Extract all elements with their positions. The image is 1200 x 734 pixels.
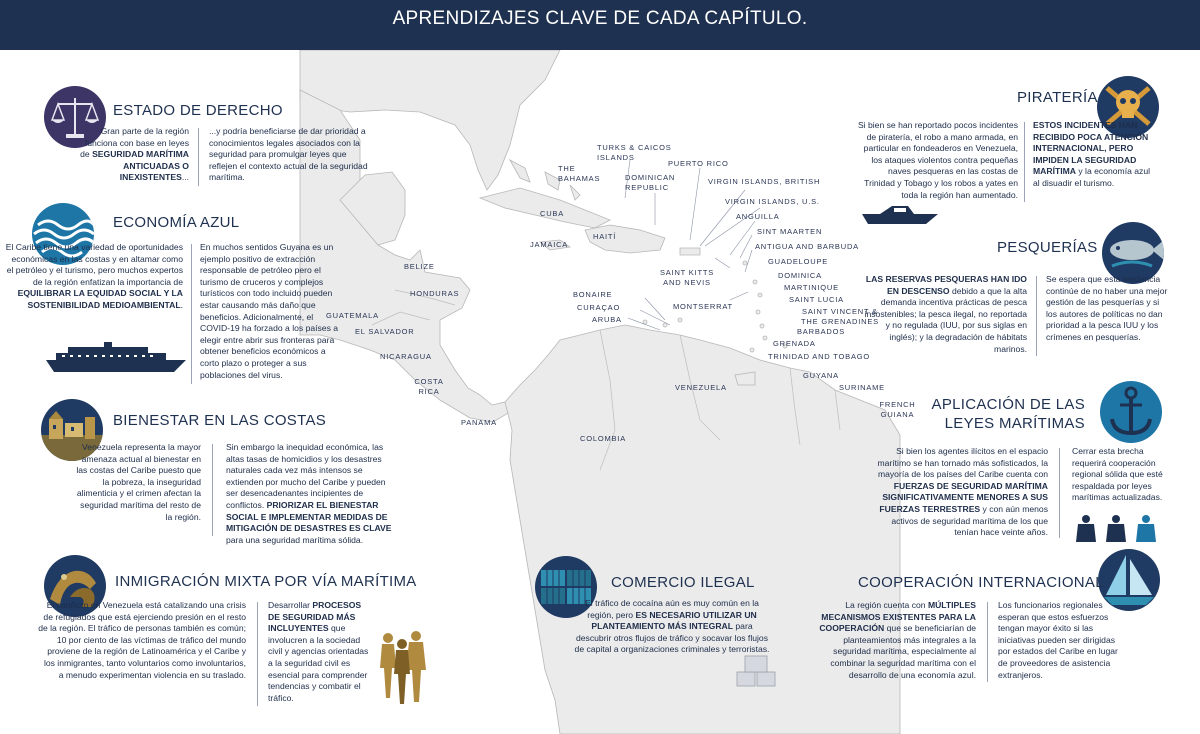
bienestar-text-right: Sin embargo la inequidad económica, las altas tasas de homicidios y los desastres naturales cada vez más intensos se extienden por mucho del Caribe y pueden ser desencadenantes incipientes de conflictos. PRIORIZAR EL BIENESTAR SOCIAL E IMPLEMENTAR MEDIDAS DE MITIGACIÓN DE DESASTRES ES CLAVE para una seguridad marítima sólida.	[226, 442, 392, 545]
map-label-trinidad: TRINIDAD AND TOBAGO	[768, 352, 871, 361]
bienestar-divider	[212, 444, 213, 536]
aplicacion-title: APLICACIÓN DE LAS LEYES MARÍTIMAS	[931, 396, 1085, 432]
map-label-costa-rica: COSTA RICA	[414, 377, 444, 396]
economia-text-left: El Caribe tiene una variedad de oportunidades económicas en las costas y en altamar como el petróleo y el turismo, pero muchos expertos de la región enfatizan la importancia de EQUILIBRAR LA EQUIDAD SOCIAL Y LA SOSTENIBILIDAD MEDIOAMBIENTAL.	[5, 242, 183, 310]
map-label-aruba: ARUBA	[592, 315, 622, 324]
map-label-jamaica: JAMAICA	[530, 240, 569, 249]
map-label-grenada: GRENADA	[773, 339, 816, 348]
map-label-martinique: MARTINIQUE	[784, 283, 839, 292]
map-label-st-kitts: SAINT KITTS AND NEVIS	[659, 268, 715, 287]
map-label-anguilla: ANGUILLA	[736, 212, 780, 221]
cooperacion-text-left: La región cuenta con MÚLTIPLES MECANISMOS EXISTENTES PARA LA COOPERACIÓN que se beneficiarían de planteamientos más integrales a la seguridad marítima, especialmente al combinar la seguridad marítima con el desarrollo de una economía azul.	[819, 600, 976, 680]
map-label-barbados: BARBADOS	[797, 327, 846, 336]
map-label-belize: BELIZE	[404, 262, 435, 271]
map-label-guyana: GUYANA	[803, 371, 839, 380]
estado-divider	[198, 128, 199, 186]
pesquerias-text-right: Se espera que esta tendencia continúe de no haber una mejor gestión de las pesquerías y si los autores de políticas no dan prioridad a la pesca IUU y los crímenes en pesquerías.	[1046, 274, 1168, 342]
map-label-nicaragua: NICARAGUA	[380, 352, 432, 361]
aplicacion-text-right: Cerrar esta brecha requerirá cooperación regional sólida que esté respaldada por leyes marítimas actualizadas.	[1072, 446, 1163, 503]
map-label-panama: PANAMA	[461, 418, 497, 427]
anchor-icon	[1100, 381, 1162, 443]
map-label-suriname: SURINAME	[839, 383, 885, 392]
cooperacion-divider	[987, 602, 988, 682]
estado-title: ESTADO DE DERECHO	[113, 102, 283, 119]
pesquerias-title: PESQUERÍAS	[997, 239, 1098, 256]
aplicacion-text-left: Si bien los agentes ilícitos en el espacio marítimo se han tornado más sofisticados, la mayoría de los países del Caribe cuenta con FUERZAS DE SEGURIDAD MARÍTIMA SIGNIFICATIVAMENTE MENORES A SUS FUERZAS TERRESTRES y con aún menos activos de seguridad marítima de los que tenían hace veinte años.	[877, 446, 1048, 538]
page-header	[0, 0, 1200, 50]
drug-packages-icon	[733, 648, 779, 692]
map-label-dominican: DOMINICAN REPUBLIC	[625, 173, 676, 192]
map-label-st-vincent: SAINT VINCENT & THE GRENADINES	[801, 307, 879, 326]
cruise-ship-icon	[46, 342, 186, 374]
map-label-saint-lucia: SAINT LUCIA	[789, 295, 844, 304]
comercio-text: El tráfico de cocaína aún es muy común en la región, pero ES NECESARIO UTILIZAR UN PLANTEAMIENTO MÁS INTEGRAL para descubrir otros flujos de tráfico y socavar los flujos de capital a organizaciones criminales y terroristas.	[574, 598, 770, 655]
estado-text-right: ...y podría beneficiarse de dar prioridad a conocimientos legales asociados con la seguridad para promulgar leyes que reflejen el contexto actual de la seguridad marítima.	[209, 126, 368, 183]
map-label-montserrat: MONTSERRAT	[673, 302, 733, 311]
officers-icon	[1074, 514, 1164, 544]
map-label-bahamas: THE BAHAMAS	[558, 164, 601, 183]
map-label-sint-maarten: SINT MAARTEN	[757, 227, 823, 236]
map-label-cuba: CUBA	[540, 209, 565, 218]
pesquerias-text-left: LAS RESERVAS PESQUERAS HAN IDO EN DESCENSO debido a que la alta demanda incentiva prácticas de pesca insostenibles; la pesca ilegal, no reportada y no regulada (IUU, por sus siglas en inglés); y la degradación de hábitats marinos.	[864, 274, 1027, 354]
pesquerias-divider	[1036, 276, 1037, 356]
migrants-icon	[376, 628, 432, 706]
map-label-vi-us: VIRGIN ISLANDS, U.S.	[725, 197, 820, 206]
economia-text-right: En muchos sentidos Guyana es un ejemplo positivo de extracción responsable de petróleo pero el turismo de cruceros y complejos turísticos con todo incluido pueden estar causando más daño que beneficios. Adicionalmente, el COVID-19 ha forzado a los países a elegir entre abrir sus fronteras para obtener beneficios económicos a corto plazo o proteger a sus poblaciones del virus.	[200, 242, 339, 380]
inmigracion-text-left: El conflicto en Venezuela está catalizando una crisis de refugiados que está ejerciendo presión en el resto de la región. El tráfico de personas también es común; 10 por ciento de las víctimas de tráfico del mundo proviene de la región de Latinoamérica y el Caribe y los inmigrantes, tanto voluntarios como involuntarios, a menudo experimentan violencia en su traslado.	[38, 600, 246, 680]
map-label-antigua: ANTIGUA AND BARBUDA	[755, 242, 859, 251]
economia-title: ECONOMÍA AZUL	[113, 214, 240, 231]
map-label-puerto-rico: PUERTO RICO	[668, 159, 729, 168]
map-label-bonaire: BONAIRE	[573, 290, 613, 299]
map-label-guadeloupe: GUADELOUPE	[768, 257, 829, 266]
bienestar-text-left: Venezuela representa la mayor amenaza actual al bienestar en las costas del Caribe puesto que la pobreza, la inseguridad alimenticia y el crimen afectan la seguridad marítima del resto de la región.	[76, 442, 201, 522]
map-label-venezuela: VENEZUELA	[675, 383, 727, 392]
estado-text-left: Gran parte de la región funciona con base en leyes de SEGURIDAD MARÍTIMA ANTICUADAS O INEXISTENTES...	[80, 126, 189, 183]
page-title: APRENDIZAJES CLAVE DE CADA CAPÍTULO.	[392, 8, 808, 29]
pirateria-text-left: Si bien se han reportado pocos incidentes de piratería, el robo a mano armada, en particular en fondeaderos en Venezuela, los ataques violentos contra pequeñas naves pesqueras en las costas de Trinidad y Tobago y los robos a yates en toda la región han aumentado.	[857, 120, 1018, 200]
map-label-curacao: CURAÇAO	[577, 303, 621, 312]
inmigracion-text-right: Desarrollar PROCESOS DE SEGURIDAD MÁS INCLUYENTES que involucren a la sociedad civil y agencias orientadas a la seguridad civil es esencial para comprender tendencias y combatir el tráfico.	[268, 600, 369, 703]
aplicacion-divider	[1059, 448, 1060, 538]
cooperacion-text-right: Los funcionarios regionales esperan que estos esfuerzos tengan mayor éxito si las iniciativas pueden ser dirigidas por estados del Caribe en lugar de proveedores de asistencia extranjeros.	[998, 600, 1118, 680]
map-label-french-guiana: FRENCH GUIANA	[879, 400, 916, 419]
map-label-el-salvador: EL SALVADOR	[355, 327, 415, 336]
pirateria-divider	[1024, 122, 1025, 202]
map-label-turks: TURKS & CAICOS ISLANDS	[597, 143, 672, 162]
map-label-vi-british: VIRGIN ISLANDS, BRITISH	[708, 177, 821, 186]
map-label-guatemala: GUATEMALA	[326, 311, 379, 320]
bienestar-title: BIENESTAR EN LAS COSTAS	[113, 412, 327, 429]
map-label-colombia: COLOMBIA	[580, 434, 626, 443]
cooperacion-title: COOPERACIÓN INTERNACIONAL	[858, 574, 1104, 591]
economia-divider	[191, 244, 192, 384]
comercio-title: COMERCIO ILEGAL	[611, 574, 755, 591]
pirateria-text-right: ESTOS INCIDENTES HAN RECIBIDO POCA ATENCIÓN INTERNACIONAL, PERO IMPIDEN LA SEGURIDAD MARÍTIMA y la economía azul al disuadir el turismo.	[1033, 120, 1151, 188]
map-label-honduras: HONDURAS	[410, 289, 460, 298]
inmigracion-divider	[257, 602, 258, 706]
speedboat-icon	[862, 202, 938, 226]
map-label-haiti: HAITÍ	[593, 232, 617, 241]
map-label-dominica: DOMINICA	[778, 271, 822, 280]
inmigracion-title: INMIGRACIÓN MIXTA POR VÍA MARÍTIMA	[115, 573, 417, 590]
pirateria-title: PIRATERÍA	[1017, 89, 1098, 106]
